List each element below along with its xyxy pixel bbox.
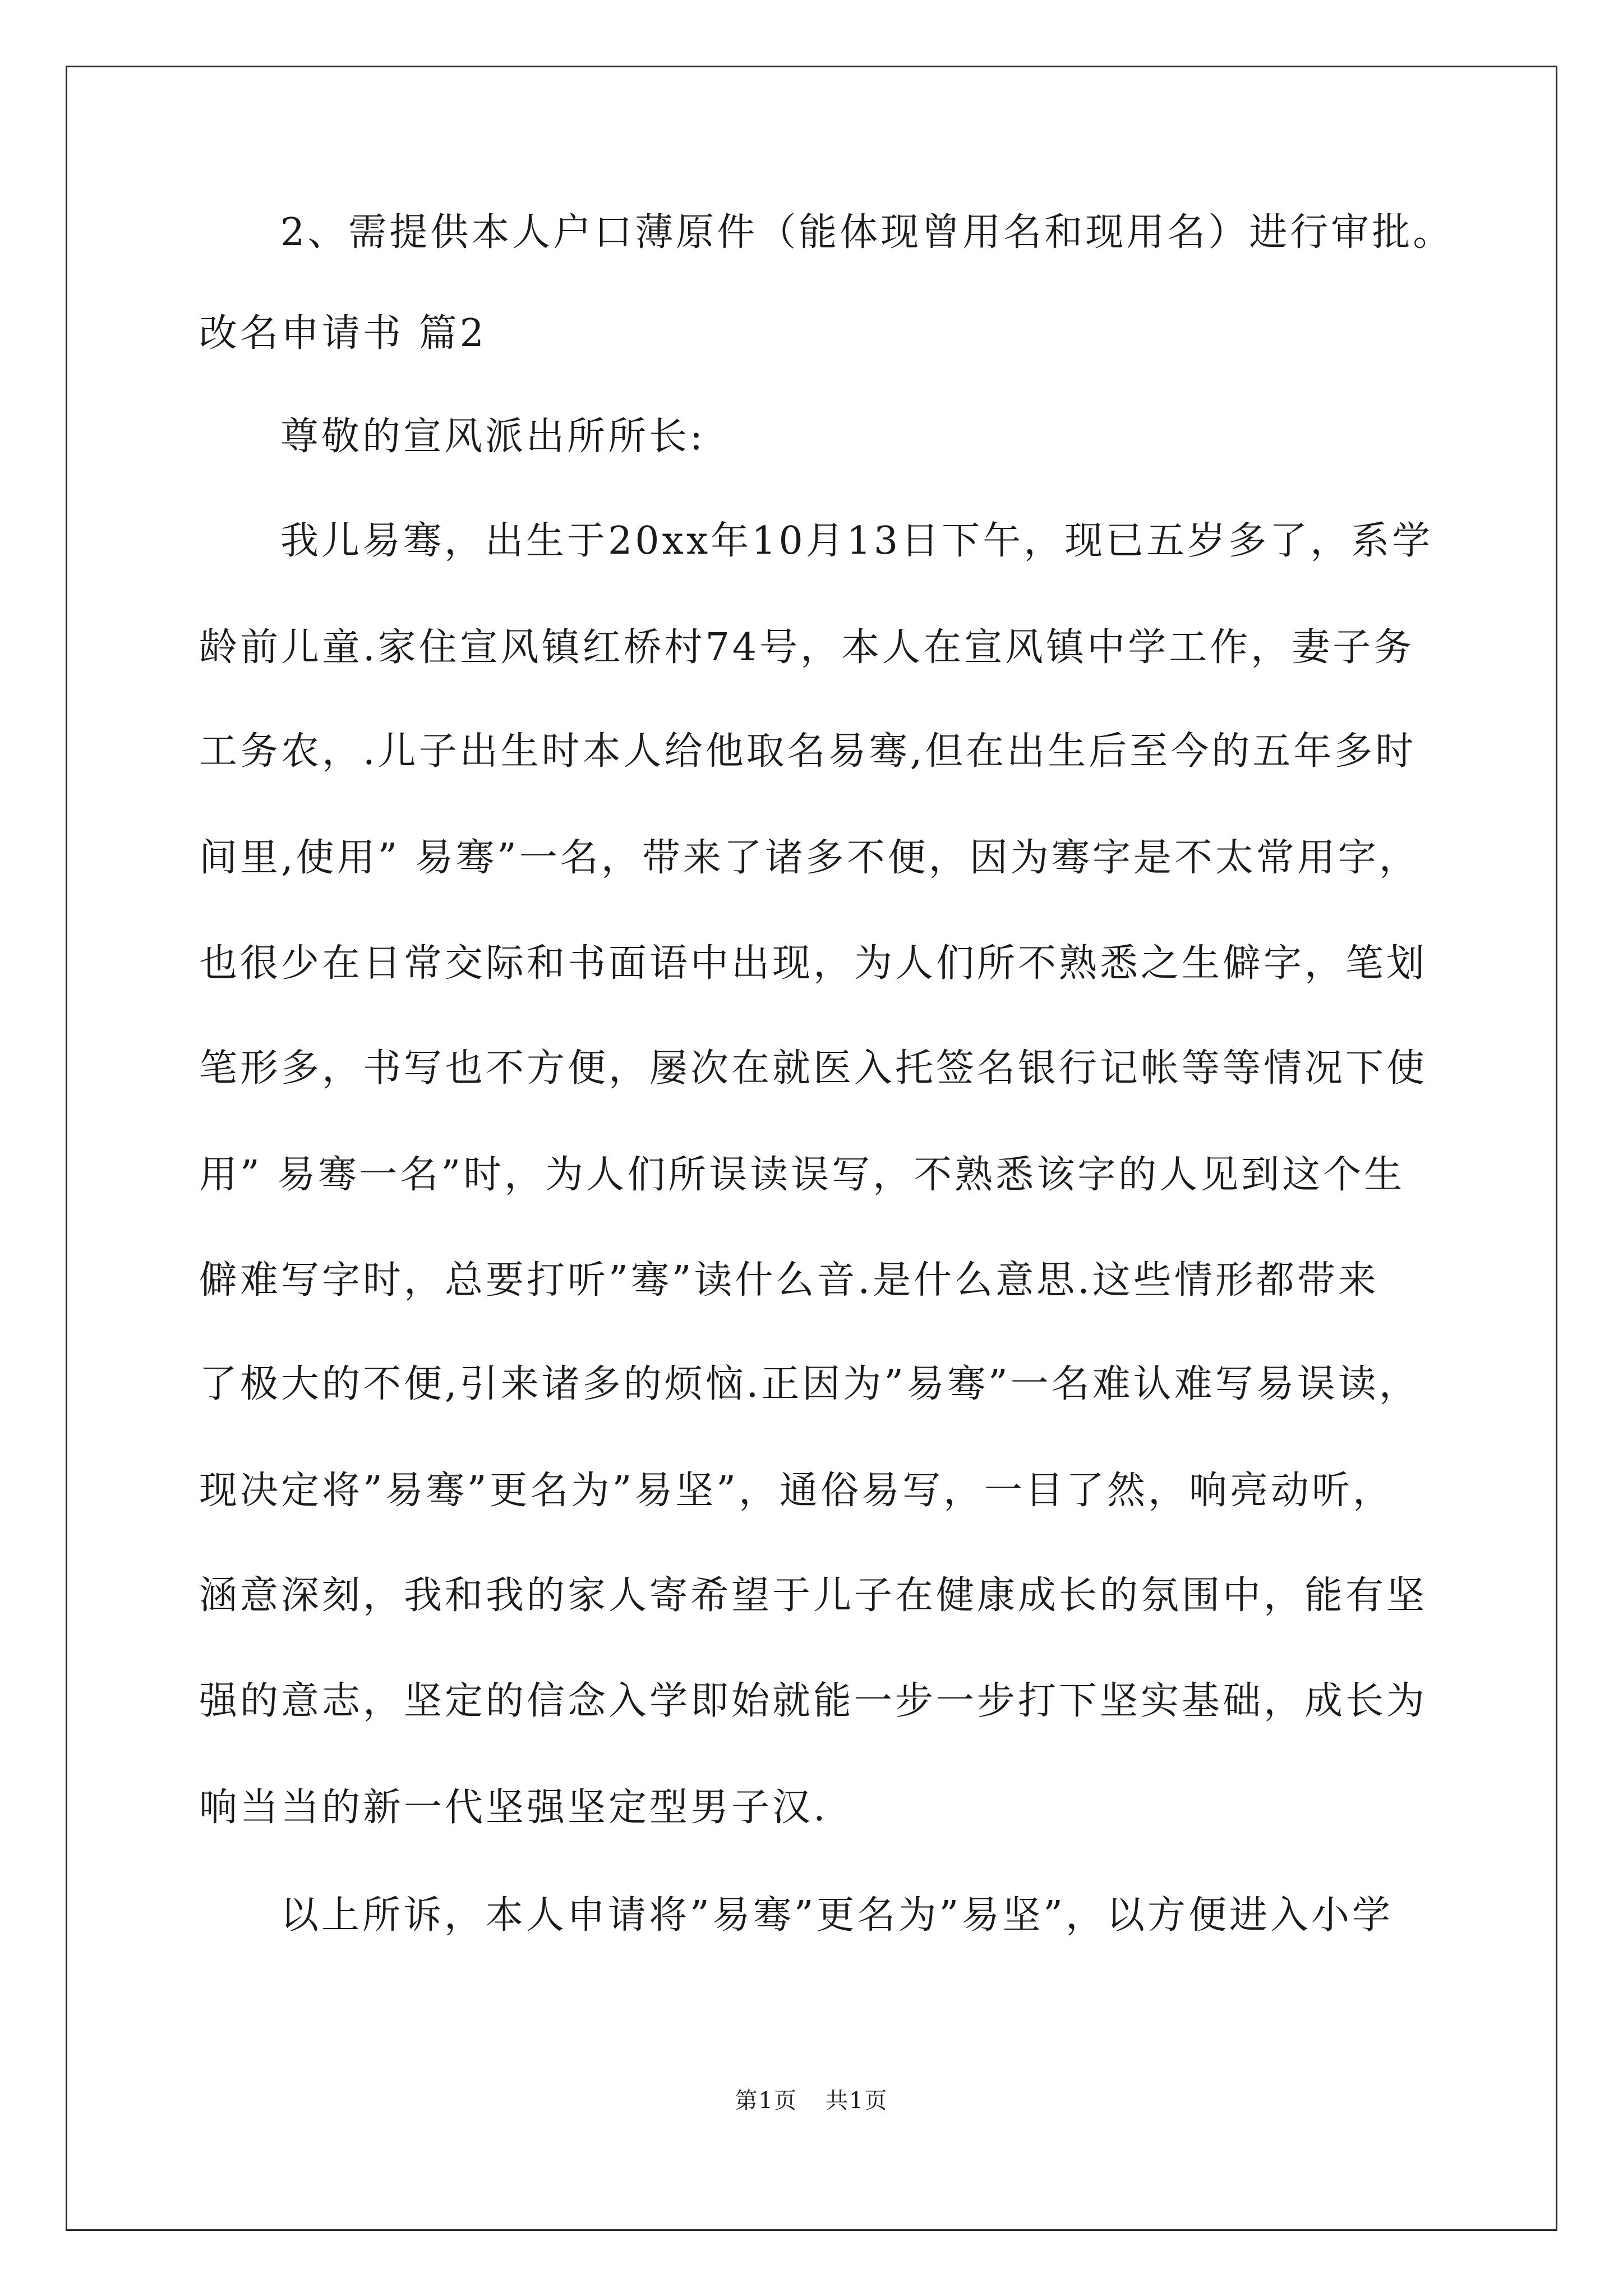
paragraph-line: 响当当的新一代坚强坚定型男子汉. — [199, 1786, 828, 1830]
paragraph-line: 工务农，.儿子出生时本人给他取名易骞,但在出生后至今的五年多时 — [199, 729, 1417, 774]
paragraph-line: 强的意志，坚定的信念入学即始就能一步一步打下坚实基础，成长为 — [199, 1679, 1428, 1723]
paragraph-line: 我儿易骞，出生于20xx年10月13日下午，现已五岁多了，系学 — [280, 519, 1433, 563]
section-heading: 改名申请书 篇2 — [199, 311, 487, 356]
page-count: 共1页 — [826, 2088, 888, 2114]
paragraph-line: 用” 易骞一名”时，为人们所误读误写，不熟悉该字的人见到这个生 — [199, 1153, 1405, 1197]
paragraph-line: 以上所诉，本人申请将”易骞”更名为”易坚”，以方便进入小学 — [280, 1893, 1394, 1938]
paragraph-line: 涵意深刻，我和我的家人寄希望于儿子在健康成长的氛围中，能有坚 — [199, 1573, 1428, 1618]
salutation: 尊敬的宣风派出所所长: — [280, 415, 706, 459]
paragraph-line: 龄前儿童.家住宣风镇红桥村74号，本人在宣风镇中学工作，妻子务 — [199, 625, 1415, 670]
page-footer — [0, 2084, 1623, 2118]
paragraph-line: 僻难写字时，总要打听”骞”读什么音.是什么意思.这些情形都带来 — [199, 1258, 1379, 1303]
paragraph-line: 笔形多，书写也不方便，屡次在就医入托签名银行记帐等等情况下使 — [199, 1046, 1428, 1091]
page-number: 第1页 — [735, 2088, 797, 2114]
paragraph-line: 现决定将”易骞”更名为”易坚”，通俗易写，一目了然，响亮动听， — [199, 1469, 1394, 1513]
paragraph-line: 间里,使用” 易骞”一名，带来了诸多不便，因为骞字是不太常用字， — [199, 836, 1420, 880]
requirement-item-2: 2、需提供本人户口薄原件（能体现曾用名和现用名）进行审批。 — [280, 210, 1454, 255]
paragraph-line: 也很少在日常交际和书面语中出现，为人们所不熟悉之生僻字，笔划 — [199, 941, 1428, 986]
paragraph-line: 了极大的不便,引来诸多的烦恼.正因为”易骞”一名难认难写易误读， — [199, 1362, 1420, 1406]
